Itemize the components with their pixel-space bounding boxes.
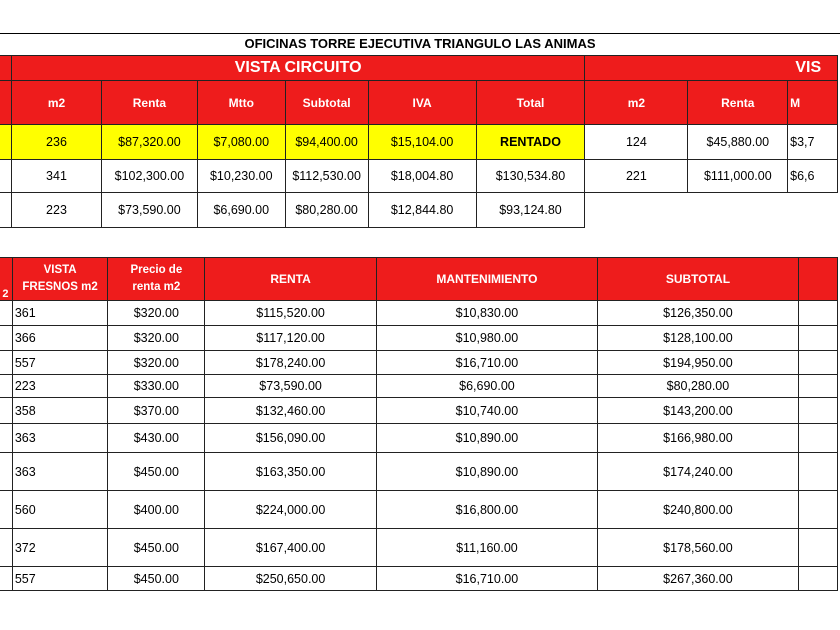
cell: $450.00 [108,529,205,567]
col-header-renta: Renta [102,81,198,125]
cell: 560 [12,491,108,529]
cell: $330.00 [108,375,205,398]
cell [798,301,837,326]
col-header-left: 2 [0,258,12,301]
cell: $320.00 [108,351,205,375]
cell: $178,240.00 [205,351,377,375]
cell: $126,350.00 [598,301,799,326]
header-line: renta m2 [132,281,181,293]
cell: 363 [12,453,108,491]
col-header-mtto-right: M [788,81,838,125]
cell: $102,300.00 [102,160,198,193]
cell [0,301,12,326]
cell [798,398,837,424]
cell [798,351,837,375]
cell: 236 [11,125,101,160]
cell [0,351,12,375]
col-header-precio-renta [108,258,205,301]
cell [788,193,838,228]
col-header-m2: m2 [11,81,101,125]
table-row [0,193,838,228]
cell: $80,280.00 [598,375,799,398]
cell: $3,7 [788,125,838,160]
cell: $7,080.00 [197,125,285,160]
table-row [0,160,838,193]
cell [0,375,12,398]
cell: $320.00 [108,326,205,351]
cell: $10,890.00 [376,453,597,491]
cell: $130,534.80 [476,160,585,193]
cell: $10,230.00 [197,160,285,193]
table-row [0,491,838,529]
table-row [0,301,838,326]
col-header-mtto: Mtto [197,81,285,125]
cell [798,375,837,398]
cell: $370.00 [108,398,205,424]
table-row [0,424,838,453]
cell: $240,800.00 [598,491,799,529]
sheet-title: OFICINAS TORRE EJECUTIVA TRIANGULO LAS ANIMAS [0,33,840,53]
cell [0,424,12,453]
section-vista-circuito: VISTA CIRCUITO [11,56,584,81]
cell: $73,590.00 [102,193,198,228]
col-header-m2-right: m2 [585,81,688,125]
cell [798,424,837,453]
cell: $16,710.00 [376,567,597,591]
cell: $80,280.00 [285,193,368,228]
cell: $6,690.00 [376,375,597,398]
cell: 223 [12,375,108,398]
table-row [0,398,838,424]
cell: $45,880.00 [688,125,788,160]
table-row [0,125,838,160]
cell: $156,090.00 [205,424,377,453]
cell [798,453,837,491]
cell: $12,844.80 [368,193,476,228]
cell: 363 [12,424,108,453]
cell: $250,650.00 [205,567,377,591]
cell: $450.00 [108,453,205,491]
col-header-mantenimiento: MANTENIMIENTO [376,258,597,301]
cell: $167,400.00 [205,529,377,567]
cell: $320.00 [108,301,205,326]
cell: $16,710.00 [376,351,597,375]
cell: $128,100.00 [598,326,799,351]
table-row [0,326,838,351]
cell: $178,560.00 [598,529,799,567]
cell: $224,000.00 [205,491,377,529]
top-table [0,55,838,228]
cell: $166,980.00 [598,424,799,453]
cell: $400.00 [108,491,205,529]
col-header-iva: IVA [368,81,476,125]
cell [798,529,837,567]
cell: $163,350.00 [205,453,377,491]
cell: $94,400.00 [285,125,368,160]
section-vista-right: VIS [585,56,838,81]
cell: 557 [12,567,108,591]
cell [0,398,12,424]
col-header-subtotal: SUBTOTAL [598,258,799,301]
header-line: VISTA [43,264,77,276]
cell: $10,890.00 [376,424,597,453]
cell: $15,104.00 [368,125,476,160]
table-row [0,529,838,567]
cell: $73,590.00 [205,375,377,398]
cell [0,453,12,491]
col-header-renta-right: Renta [688,81,788,125]
cell [798,491,837,529]
header-line: FRESNOS m2 [22,281,98,293]
cell: $112,530.00 [285,160,368,193]
cell: $450.00 [108,567,205,591]
cell: $87,320.00 [102,125,198,160]
col-header-subtotal: Subtotal [285,81,368,125]
cell: $117,120.00 [205,326,377,351]
cell: 361 [12,301,108,326]
cell [0,326,12,351]
bottom-table [0,257,838,591]
cell: $194,950.00 [598,351,799,375]
cell: 221 [585,160,688,193]
status-rentado: RENTADO [476,125,585,160]
cell: $11,160.00 [376,529,597,567]
cell: $6,6 [788,160,838,193]
table-row [0,351,838,375]
header-line: Precio de [130,264,183,276]
cell: $143,200.00 [598,398,799,424]
table-row [0,453,838,491]
cell: $10,740.00 [376,398,597,424]
cell: $267,360.00 [598,567,799,591]
col-header-extra [798,258,837,301]
cell: $174,240.00 [598,453,799,491]
cell: $430.00 [108,424,205,453]
cell: $93,124.80 [476,193,585,228]
cell: 557 [12,351,108,375]
cell [688,193,788,228]
cell: $115,520.00 [205,301,377,326]
cell: 223 [11,193,101,228]
cell: 124 [585,125,688,160]
cell: $6,690.00 [197,193,285,228]
cell: $132,460.00 [205,398,377,424]
col-header-total: Total [476,81,585,125]
cell: 341 [11,160,101,193]
cell [798,326,837,351]
cell: 372 [12,529,108,567]
table-row [0,375,838,398]
col-header-vista-fresnos [12,258,108,301]
cell [0,529,12,567]
col-header-renta: RENTA [205,258,377,301]
cell: $18,004.80 [368,160,476,193]
cell: $16,800.00 [376,491,597,529]
cell: $10,980.00 [376,326,597,351]
cell: $111,000.00 [688,160,788,193]
cell: 358 [12,398,108,424]
cell [798,567,837,591]
cell [0,491,12,529]
cell: 366 [12,326,108,351]
table-row [0,567,838,591]
cell [585,193,688,228]
cell [0,567,12,591]
cell: $10,830.00 [376,301,597,326]
